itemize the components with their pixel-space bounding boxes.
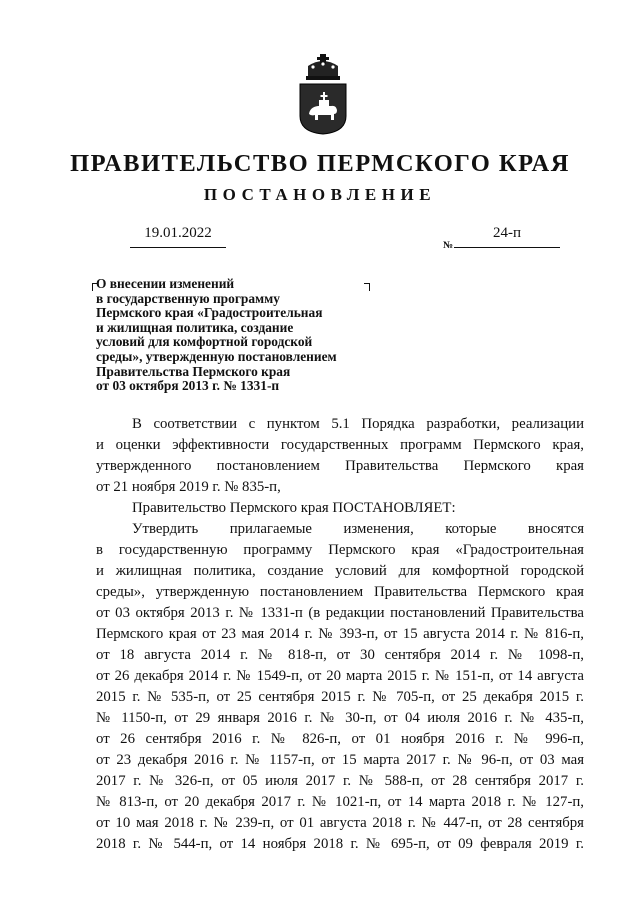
body-line: 2017 г. № 326-п, от 05 июля 2017 г. № 588-п, от 28 сентября 2017 г. [96, 773, 584, 789]
body-line: Правительство Пермского края ПОСТАНОВЛЯЕТ: [132, 500, 456, 516]
body-line: № 1150-п, от 29 января 2016 г. № 30-п, от 04 июля 2016 г. № 435-п, [96, 710, 584, 726]
body-line: от 18 августа 2014 г. № 818-п, от 30 сентября 2014 г. № 1098-п, [96, 647, 584, 663]
body-line: от 26 сентября 2016 г. № 826-п, от 01 ноября 2016 г. № 996-п, [96, 731, 584, 747]
number-label: № [443, 240, 454, 251]
subject-line: условий для комфортной городской [96, 334, 313, 350]
subject-line: от 03 октября 2013 г. № 1331-п [96, 378, 280, 394]
document-date: 19.01.2022 [130, 225, 226, 248]
authority-title: ПРАВИТЕЛЬСТВО ПЕРМСКОГО КРАЯ [70, 150, 570, 177]
body-line: в государственную программу Пермского края «Градостроительная [96, 542, 584, 558]
subject-line: Пермского края «Градостроительная [96, 305, 323, 321]
body-line: В соответствии с пунктом 5.1 Порядка разработки, реализации [132, 416, 584, 432]
subject-line: среды», утвержденную постановлением [96, 348, 337, 364]
body-line: от 10 мая 2018 г. № 239-п, от 01 августа 2018 г. № 447-п, от 28 сентября [96, 815, 584, 831]
body-line: Утвердить прилагаемые изменения, которые вносятся [132, 521, 584, 537]
body-line: от 23 декабря 2016 г. № 1157-п, от 15 марта 2017 г. № 96-п, от 03 мая [96, 752, 584, 768]
subject-line: в государственную программу [96, 290, 280, 306]
body-line: утвержденного постановлением Правительства Пермского края [96, 458, 584, 474]
document-type: ПОСТАНОВЛЕНИЕ [203, 185, 437, 204]
body-line: и оценки эффективности государственных программ Пермского края, [96, 437, 584, 453]
document-number: 24-п [454, 225, 560, 248]
document-subject [96, 277, 396, 394]
coat-of-arms-icon [296, 52, 350, 136]
subject-line: О внесении изменений [96, 276, 235, 291]
body-line: от 26 декабря 2014 г. № 1549-п, от 20 марта 2015 г. № 151-п, от 14 августа [96, 668, 584, 684]
body-line: от 21 ноября 2019 г. № 835-п, [96, 479, 281, 495]
body-line: и жилищная политика, создание условий для комфортной городской [96, 563, 584, 579]
body-line: Пермского края от 23 мая 2014 г. № 393-п, от 15 августа 2014 г. № 816-п, [96, 626, 584, 642]
body-line: от 03 октября 2013 г. № 1331-п (в редакции постановлений Правительства [96, 605, 584, 621]
body-line: 2018 г. № 544-п, от 14 ноября 2018 г. № 695-п, от 09 февраля 2019 г. [96, 836, 584, 852]
body-line: 2015 г. № 535-п, от 25 сентября 2015 г. № 705-п, от 25 декабря 2015 г. [96, 689, 584, 705]
body-line: № 813-п, от 20 декабря 2017 г. № 1021-п, от 14 марта 2018 г. № 127-п, [96, 794, 584, 810]
subject-line: Правительства Пермского края [96, 363, 291, 379]
body-line: среды», утвержденную постановлением Правительства Пермского края [96, 584, 584, 600]
subject-line: и жилищная политика, создание [96, 319, 294, 335]
document-body [96, 414, 584, 855]
